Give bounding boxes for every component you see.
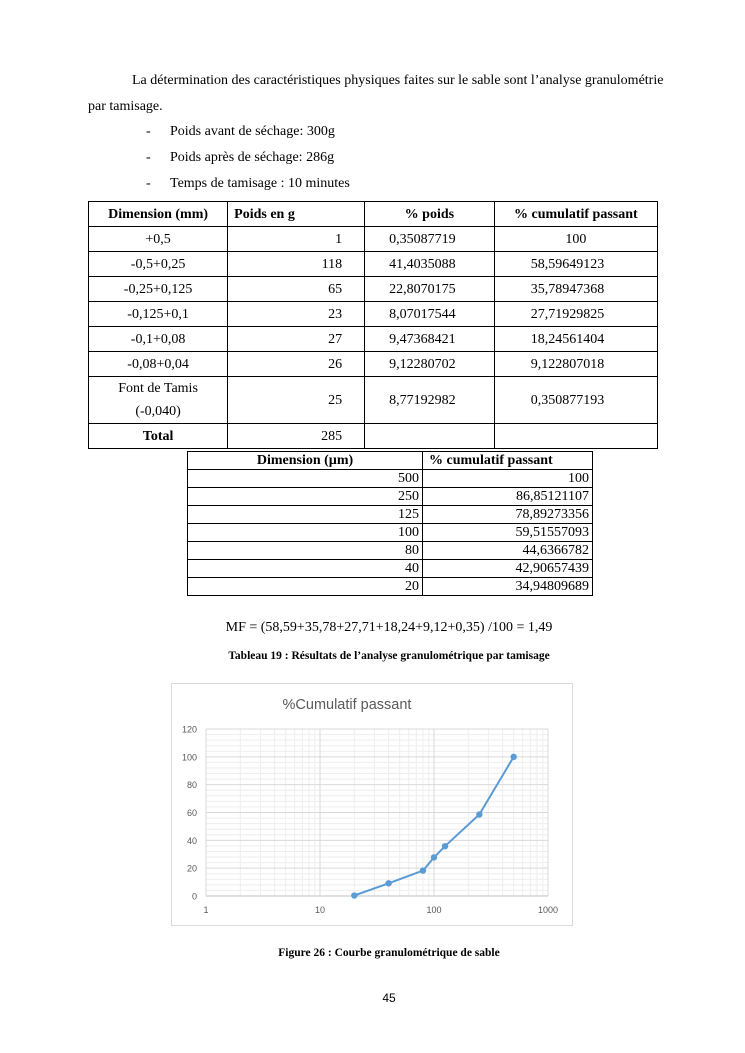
table-cell: -0,5+0,25 [89,252,228,277]
table-cell: 250 [188,488,423,506]
intro-text: La détermination des caractéristiques physiques faites sur le sable sont l’analyse granulométrie par tamisage. [88,73,664,114]
data-point [385,880,391,886]
x-tick-label: 1000 [537,905,559,915]
table-cell: 125 [188,506,423,524]
table-cell: 78,89273356 [423,506,593,524]
x-tick-label: 100 [426,905,442,915]
data-point [510,754,516,760]
table-cell: 41,4035088 [365,252,495,277]
table-header-row [188,452,593,470]
header-cell: % cumulatif passant [423,452,593,470]
y-tick-label: 60 [186,808,197,818]
header-cell: Dimension (µm) [188,452,423,470]
bullet-list [146,119,350,197]
table-cell: 18,24561404 [494,327,657,352]
table-cell: 58,59649123 [494,252,657,277]
data-point [431,854,437,860]
table-row [89,252,658,277]
table-cell: 25 [228,377,365,424]
figure-caption: Figure 26 : Courbe granulométrique de sable [278,947,500,959]
table-cell: 34,94809689 [423,578,593,596]
total-value: 285 [228,424,365,449]
table-cell: 8,07017544 [365,302,495,327]
table-cell [494,424,657,449]
table-row [89,327,658,352]
table-cell: Font de Tamis (-0,040) [89,377,228,424]
table-cell: 26 [228,352,365,377]
table-cell: -0,1+0,08 [89,327,228,352]
table-cell: 100 [494,227,657,252]
table-cell: 35,78947368 [494,277,657,302]
header-cell: Dimension (mm) [89,202,228,227]
table-cell: 0,35087719 [365,227,495,252]
table-cell: 20 [188,578,423,596]
table-cell: 65 [228,277,365,302]
fineness-modulus-formula: MF = (58,59+35,78+27,71+18,24+9,12+0,35) /100 = 1,49 [225,620,553,635]
table-row [188,524,593,542]
table-row [89,227,658,252]
bullet-item: - Poids avant de séchage: 300g [146,119,350,145]
table-row [89,277,658,302]
table-cell: 0,350877193 [494,377,657,424]
chart-plot [172,684,572,925]
table-cell: -0,25+0,125 [89,277,228,302]
table-cell: 27,71929825 [494,302,657,327]
table-cell: 86,85121107 [423,488,593,506]
table-cell: 1 [228,227,365,252]
table-row [188,578,593,596]
header-cell: % poids [365,202,495,227]
sieve-results-table [88,201,658,449]
table-row [188,488,593,506]
header-cell: % cumulatif passant [494,202,657,227]
table-cell: 22,8070175 [365,277,495,302]
table-total-row [89,424,658,449]
x-tick-label: 1 [203,905,209,915]
bullet-item: - Temps de tamisage : 10 minutes [146,171,350,197]
intro-paragraph [88,68,668,120]
x-tick-label: 10 [314,905,326,915]
data-point [476,811,482,817]
table-cell: 100 [423,470,593,488]
table-cell: 100 [188,524,423,542]
table-cell: 9,12280702 [365,352,495,377]
table-row [188,470,593,488]
y-tick-label: 40 [186,835,197,846]
bullet-item: - Poids après de séchage: 286g [146,145,350,171]
table-row [89,352,658,377]
data-point [420,867,426,873]
table-cell: 9,122807018 [494,352,657,377]
table-cell: 8,77192982 [365,377,495,424]
data-point [351,892,357,898]
cumulative-table [187,451,593,596]
table-row [188,560,593,578]
y-tick-label: 100 [181,752,197,763]
chart-title: %Cumulatif passant [282,697,412,713]
header-cell: Poids en g [228,202,365,227]
table-cell: -0,08+0,04 [89,352,228,377]
table-cell: 9,47368421 [365,327,495,352]
table-row [89,377,658,424]
table-cell: 40 [188,560,423,578]
y-tick-label: 20 [186,863,197,874]
table-cell: 42,90657439 [423,560,593,578]
table-cell: 118 [228,252,365,277]
table-cell: +0,5 [89,227,228,252]
table-cell: 80 [188,542,423,560]
table-caption: Tableau 19 : Résultats de l’analyse granulométrique par tamisage [228,650,550,662]
table-row [188,542,593,560]
table-cell: 44,6366782 [423,542,593,560]
granulometry-chart [171,683,573,926]
table-cell: 59,51557093 [423,524,593,542]
table-header-row [89,202,658,227]
y-tick-label: 120 [181,724,197,735]
y-tick-label: 0 [191,891,197,902]
page-number: 45 [382,991,396,1005]
table-cell: 27 [228,327,365,352]
data-point [442,843,448,849]
table-cell: 23 [228,302,365,327]
table-row [89,302,658,327]
y-tick-label: 80 [186,780,197,791]
total-label: Total [89,424,228,449]
table-cell: -0,125+0,1 [89,302,228,327]
table-row [188,506,593,524]
table-cell [365,424,495,449]
table-cell: 500 [188,470,423,488]
